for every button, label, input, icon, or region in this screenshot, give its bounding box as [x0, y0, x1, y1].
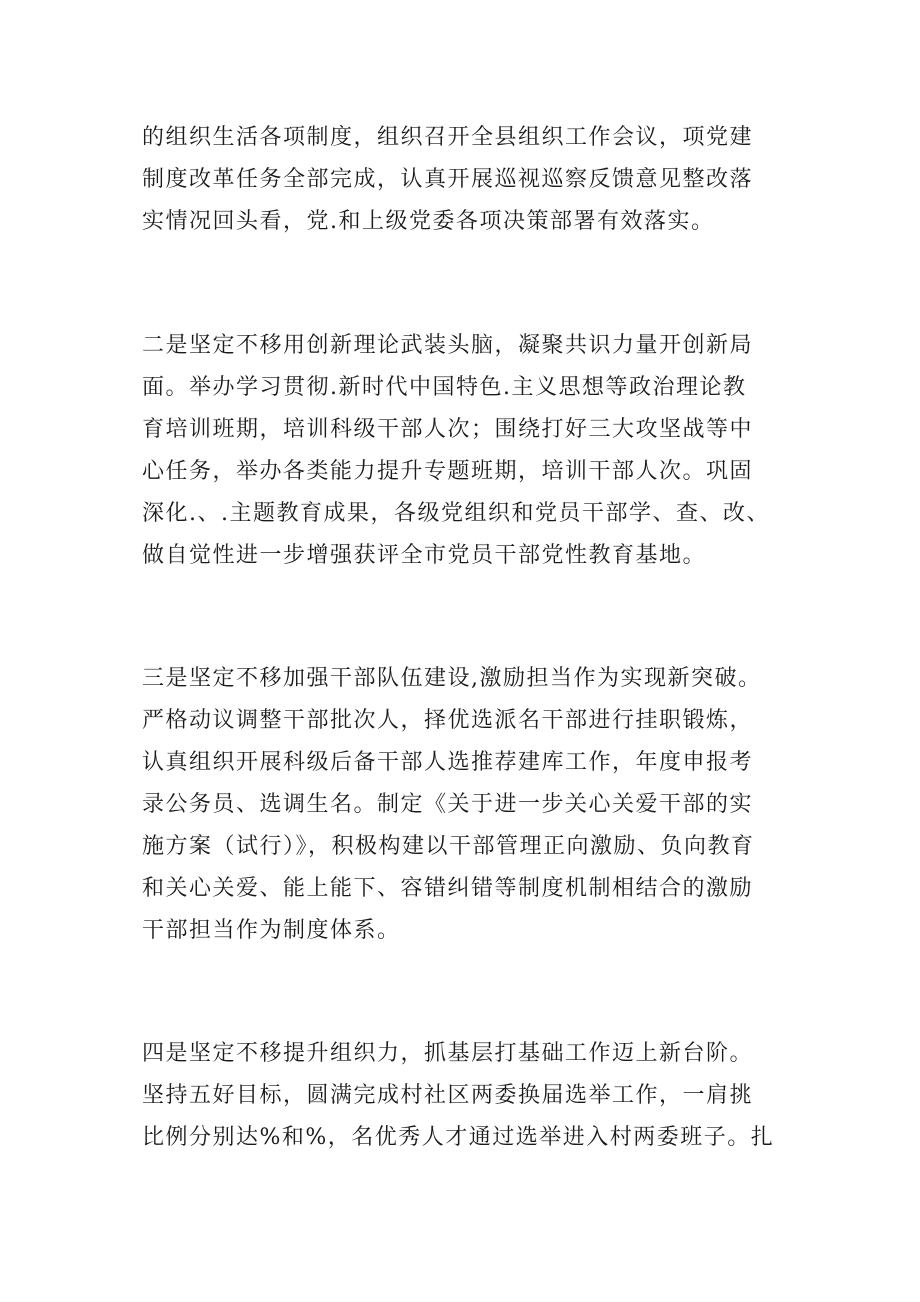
paragraph-line: 深化.、.主题教育成果，各级党组织和党员干部学、查、改、: [142, 501, 770, 526]
paragraph-line: 干部担当作为制度体系。: [142, 918, 401, 943]
paragraph-line: 二是坚定不移用创新理论武装头脑，凝聚共识力量开创新局: [142, 333, 754, 358]
paragraph-line: 录公务员、选调生名。制定《关于进一步关心关爱干部的实: [142, 792, 754, 817]
paragraph-line: 育培训班期，培训科级干部人次；围绕打好三大攻坚战等中: [142, 417, 754, 442]
paragraph-line: 面。举办学习贯彻.新时代中国特色.主义思想等政治理论教: [142, 375, 747, 400]
paragraph-organizational-strength: [142, 1033, 792, 1159]
paragraph-line: 的组织生活各项制度，组织召开全县组织工作会议，项党建: [142, 125, 754, 150]
paragraph-theory-armament: [142, 325, 792, 577]
paragraph-line: 实情况回头看，党.和上级党委各项决策部署有效落实。: [142, 209, 715, 234]
paragraph-line: 比例分别达%和%，名优秀人才通过选举进入村两委班子。扎: [142, 1125, 775, 1150]
paragraph-line: 施方案（试行）》，积极构建以干部管理正向激励、负向教育: [142, 834, 755, 859]
paragraph-line: 制度改革任务全部完成，认真开展巡视巡察反馈意见整改落: [142, 167, 754, 192]
paragraph-line: 四是坚定不移提升组织力，抓基层打基础工作迈上新台阶。: [142, 1041, 754, 1066]
paragraph-line: 心任务，举办各类能力提升专题班期，培训干部人次。巩固: [142, 459, 754, 484]
paragraph-line: 三是坚定不移加强干部队伍建设,激励担当作为实现新突破。: [142, 666, 762, 691]
paragraph-line: 和关心关爱、能上能下、容错纠错等制度机制相结合的激励: [142, 876, 754, 901]
paragraph-cadre-team: [142, 658, 792, 952]
paragraph-line: 严格动议调整干部批次人，择优选派名干部进行挂职锻炼，: [142, 708, 754, 733]
paragraph-organization-system: [142, 117, 792, 243]
paragraph-line: 认真组织开展科级后备干部人选推荐建库工作，年度申报考: [142, 750, 754, 775]
paragraph-line: 坚持五好目标，圆满完成村社区两委换届选举工作，一肩挑: [142, 1083, 754, 1108]
paragraph-line: 做自觉性进一步增强获评全市党员干部党性教育基地。: [142, 543, 707, 568]
